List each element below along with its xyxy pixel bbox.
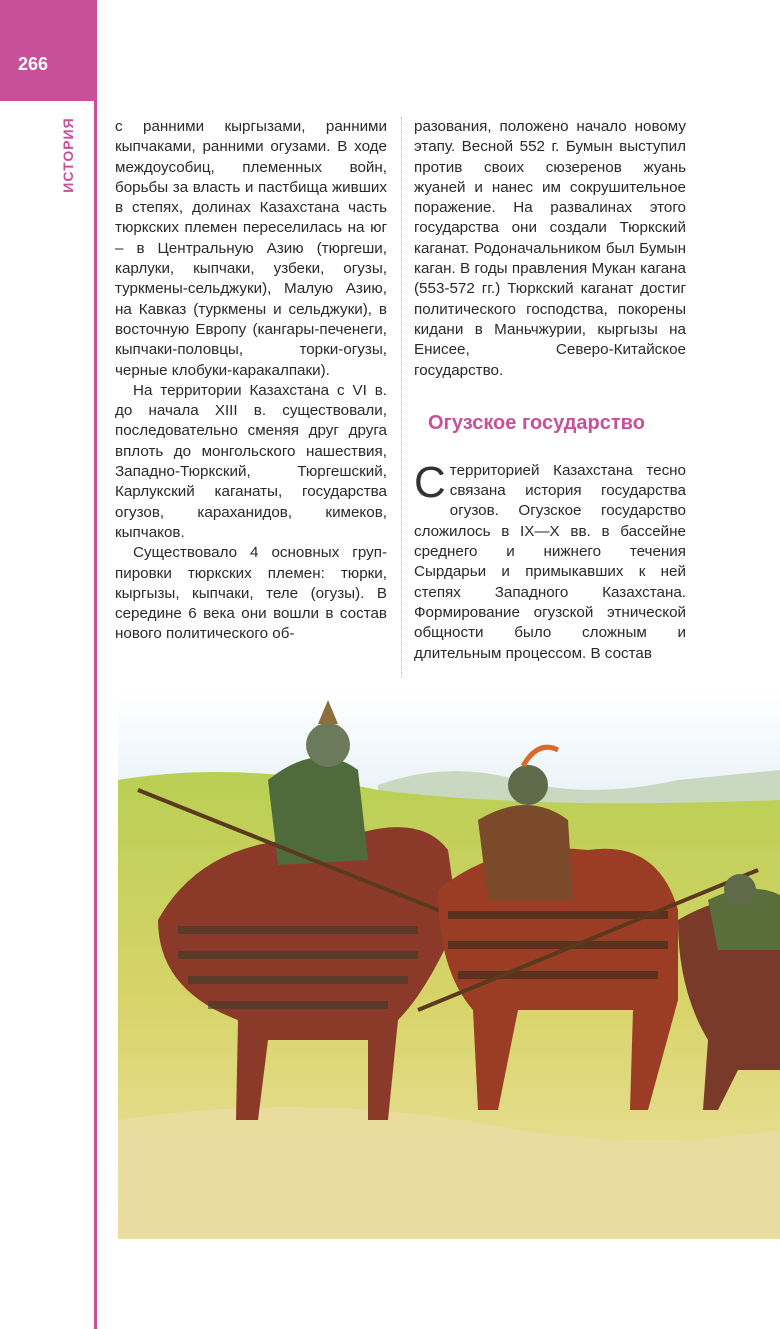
warriors-illustration [118, 690, 780, 1239]
right-paragraph-2-text: территорией Казахстана тесно связана история государства огузов. Огузское государство сложилось в IX—X вв. в бассейне среднего и нижнего течения Сырдарьи и примыкавших к ней степях Западного Казахстана. Формирование огузской этнической общности было сложным и длительным процессом. В состав [414, 461, 686, 662]
page-number: 266 [18, 54, 49, 74]
left-paragraph-1: с ранними кыргызами, ранними кыпчаками, ранними огузами. В ходе междоусобиц, племенных войн, борьбы за власть и пастбища живших в степях, долинах Казахстана часть тюркских племен переселилась на юг – в Центральную Азию (тюргеши, карлуки, кыпчаки, узбеки, огузы, туркмены-сельджуки), Малую Азию, на Кавказ (туркмены и сельджуки), в восточную Европу (кангары-печенеги, кыпчаки-половцы, торки-огузы, черные клобуки-каракалпаки). [115, 118, 387, 379]
left-column [115, 117, 387, 645]
right-column [414, 117, 686, 664]
left-paragraph-3: Существовало 4 основных группировки тюркских племен: тюрки, кыргызы, кыпчаки, теле (огузы). В середине 6 века они вошли в состав нового политического об- [115, 544, 387, 643]
right-paragraph-2 [414, 457, 686, 664]
section-heading: Огузское государство [428, 411, 645, 434]
dropcap-letter: С [414, 457, 446, 507]
page-number-tab [0, 0, 96, 101]
column-divider [401, 117, 402, 677]
right-paragraph-1: разования, положено начало новому этапу. Весной 552 г. Бумын выступил против своих сюзеренов жуань жуаней и нанес им сокрушительное поражение. На развалинах этого государства они создали Тюркский каганат. Родоначальником был Бумын каган. В годы правления Мукан кагана (553-572 гг.) Тюркский каганат достиг политического господства, покорены кидани в Маньчжурии, кыргызы на Енисее, Северо-Китайское государство. [414, 118, 686, 379]
left-paragraph-2: На территории Казахстана с VI в. до начала XIII в. существовали, последовательно сменяя друг друга вплоть до монгольского нашествия, Западно-Тюркский, Тюргешский, Карлукский каганаты, государства огузов, караханидов, кимеков, кыпчаков. [115, 381, 387, 541]
section-label: ИСТОРИЯ [60, 117, 76, 193]
side-accent-line [94, 0, 97, 1329]
